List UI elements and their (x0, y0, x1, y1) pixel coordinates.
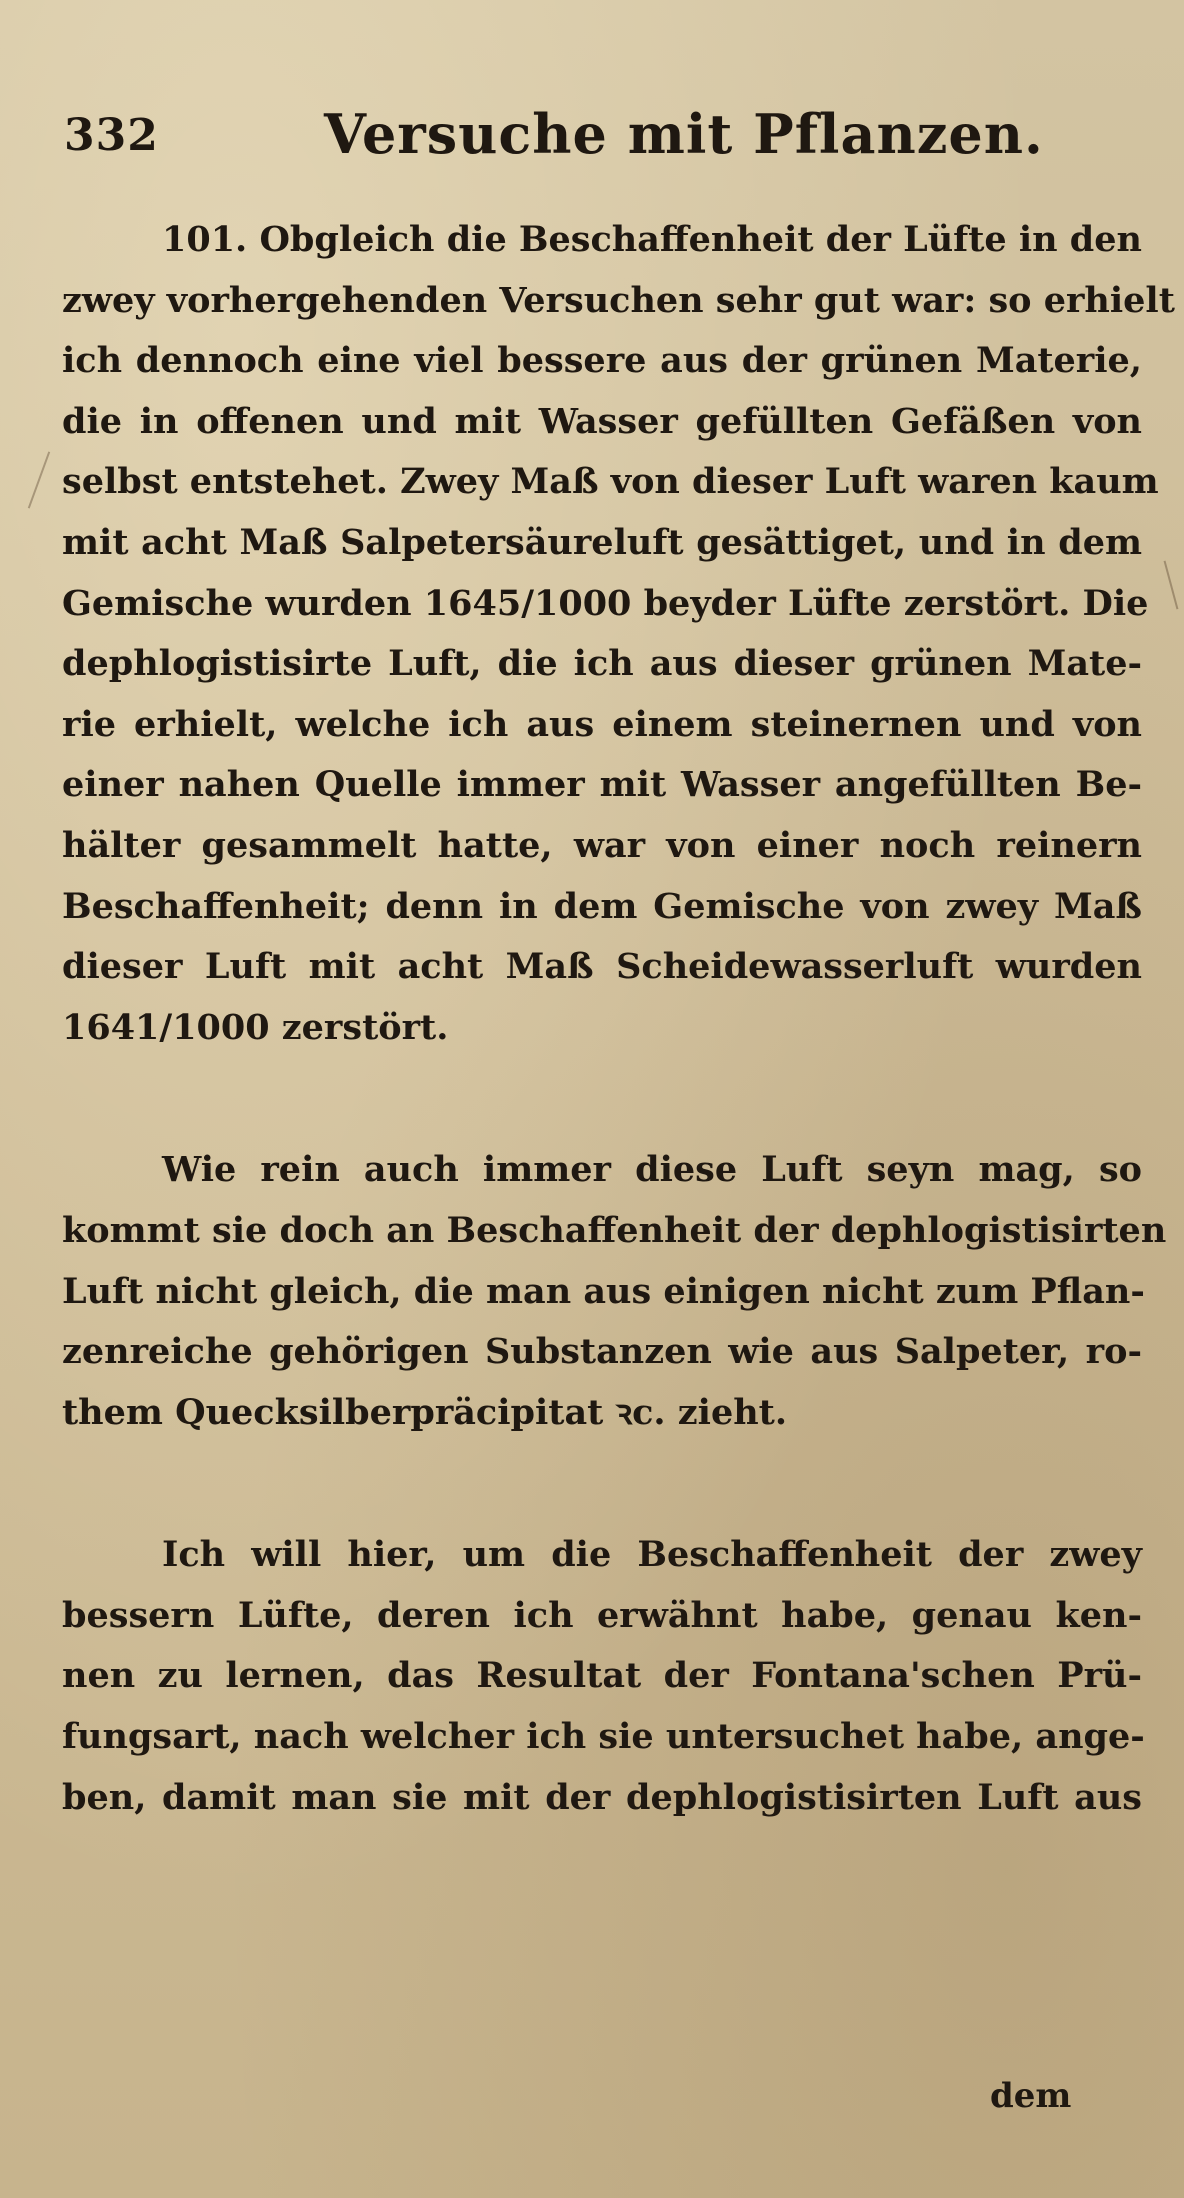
text-line: kommt sie doch an Beschaffenheit der dephlogistisirten (62, 1209, 1167, 1251)
body-text (62, 210, 1175, 1828)
text-line: mit acht Maß Salpetersäureluft gesättiget, und in dem (62, 521, 1142, 563)
catchword: dem (990, 2076, 1072, 2116)
text-line: bessern Lüfte, deren ich erwähnt habe, genau ken- (62, 1594, 1142, 1636)
text-line: zenreiche gehörigen Substanzen wie aus Salpeter, ro- (62, 1331, 1142, 1373)
text-line: einer nahen Quelle immer mit Wasser angefüllten Be- (62, 764, 1142, 806)
text-line: rie erhielt, welche ich aus einem steinernen und von (62, 703, 1142, 745)
text-line: ben, damit man sie mit der dephlogistisirten Luft aus (62, 1776, 1142, 1818)
text-line: Beschaffenheit; denn in dem Gemische von zwey Maß (62, 885, 1142, 927)
page-header (64, 100, 1124, 170)
text-line: fungsart, nach welcher ich sie untersuchet habe, ange- (62, 1716, 1145, 1758)
margin-mark (1164, 561, 1179, 610)
text-line: 1641/1000 zerstört. (62, 1006, 449, 1048)
page-number: 332 (64, 110, 159, 161)
text-line: Wie rein auch immer diese Luft seyn mag, so (162, 1149, 1142, 1191)
margin-mark (28, 451, 50, 508)
text-line: hälter gesammelt hatte, war von einer noch reinern (62, 824, 1142, 866)
paragraph-101 (62, 210, 1175, 1058)
text-line: nen zu lernen, das Resultat der Fontana'schen Prü- (62, 1655, 1142, 1697)
text-line: Ich will hier, um die Beschaffenheit der zwey (162, 1534, 1142, 1576)
paragraph-gap (62, 1443, 1142, 1525)
text-line: selbst entstehet. Zwey Maß von dieser Luft waren kaum (62, 461, 1159, 503)
text-line: zwey vorhergehenden Versuchen sehr gut war: so erhielt (62, 279, 1175, 321)
paragraph-ich-will (62, 1525, 1145, 1828)
paragraph-wie-rein (62, 1140, 1167, 1443)
running-head: Versuche mit Pflanzen. (324, 102, 1044, 166)
text-line: ich dennoch eine viel bessere aus der grünen Materie, (62, 340, 1142, 382)
text-line: dieser Luft mit acht Maß Scheidewasserluft wurden (62, 946, 1142, 988)
text-line: die in offenen und mit Wasser gefüllten Gefäßen von (62, 400, 1142, 442)
text-line: 101. Obgleich die Beschaffenheit der Lüfte in den (162, 219, 1142, 260)
paragraph-gap (62, 1058, 1142, 1140)
text-line: Luft nicht gleich, die man aus einigen nicht zum Pflan- (62, 1270, 1145, 1312)
text-line: dephlogistisirte Luft, die ich aus dieser grünen Mate- (62, 643, 1142, 685)
text-line: them Quecksilberpräcipitat ꝛc. zieht. (62, 1391, 788, 1433)
text-line: Gemische wurden 1645/1000 beyder Lüfte zerstört. Die (62, 582, 1149, 624)
